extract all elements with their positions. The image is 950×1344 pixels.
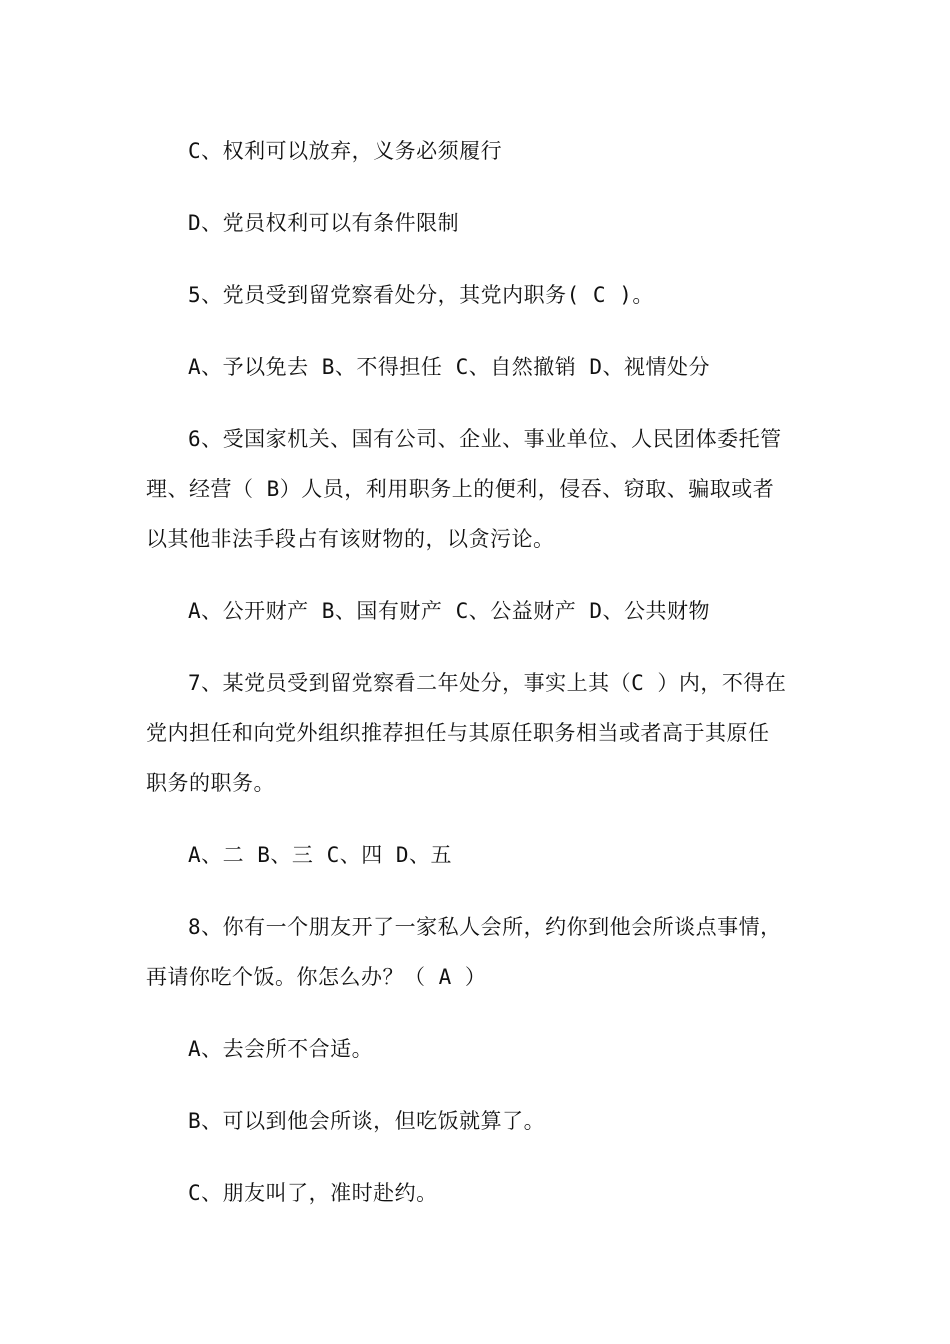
question-line: 以其他非法手段占有该财物的，以贪污论。 [146,527,555,551]
option-line: A、二 B、三 C、四 D、五 [188,843,453,867]
option-line: B、可以到他会所谈，但吃饭就算了。 [188,1109,546,1133]
option-line: C、朋友叫了，准时赴约。 [188,1181,438,1205]
question-line: 理、经营（ B）人员，利用职务上的便利，侵吞、窃取、骗取或者 [146,477,775,501]
option-line: A、公开财产 B、国有财产 C、公益财产 D、公共财物 [188,599,710,623]
question-line: 8、你有一个朋友开了一家私人会所，约你到他会所谈点事情， [188,915,782,939]
option-line: A、去会所不合适。 [188,1037,374,1061]
option-line: D、党员权利可以有条件限制 [188,211,460,235]
question-line: 党内担任和向党外组织推荐担任与其原任职务相当或者高于其原任 [146,721,770,745]
option-line: C、权利可以放弃，义务必须履行 [188,139,503,163]
question-line: 7、某党员受到留党察看二年处分，事实上其（C ）内，不得在 [188,671,787,695]
question-line: 再请你吃个饭。你怎么办？（ A ） [146,965,487,989]
question-line: 5、党员受到留党察看处分，其党内职务( C )。 [188,283,654,307]
option-line: A、予以免去 B、不得担任 C、自然撤销 D、视情处分 [188,355,710,379]
question-line: 6、受国家机关、国有公司、企业、事业单位、人民团体委托管 [188,427,782,451]
question-line: 职务的职务。 [146,771,275,795]
